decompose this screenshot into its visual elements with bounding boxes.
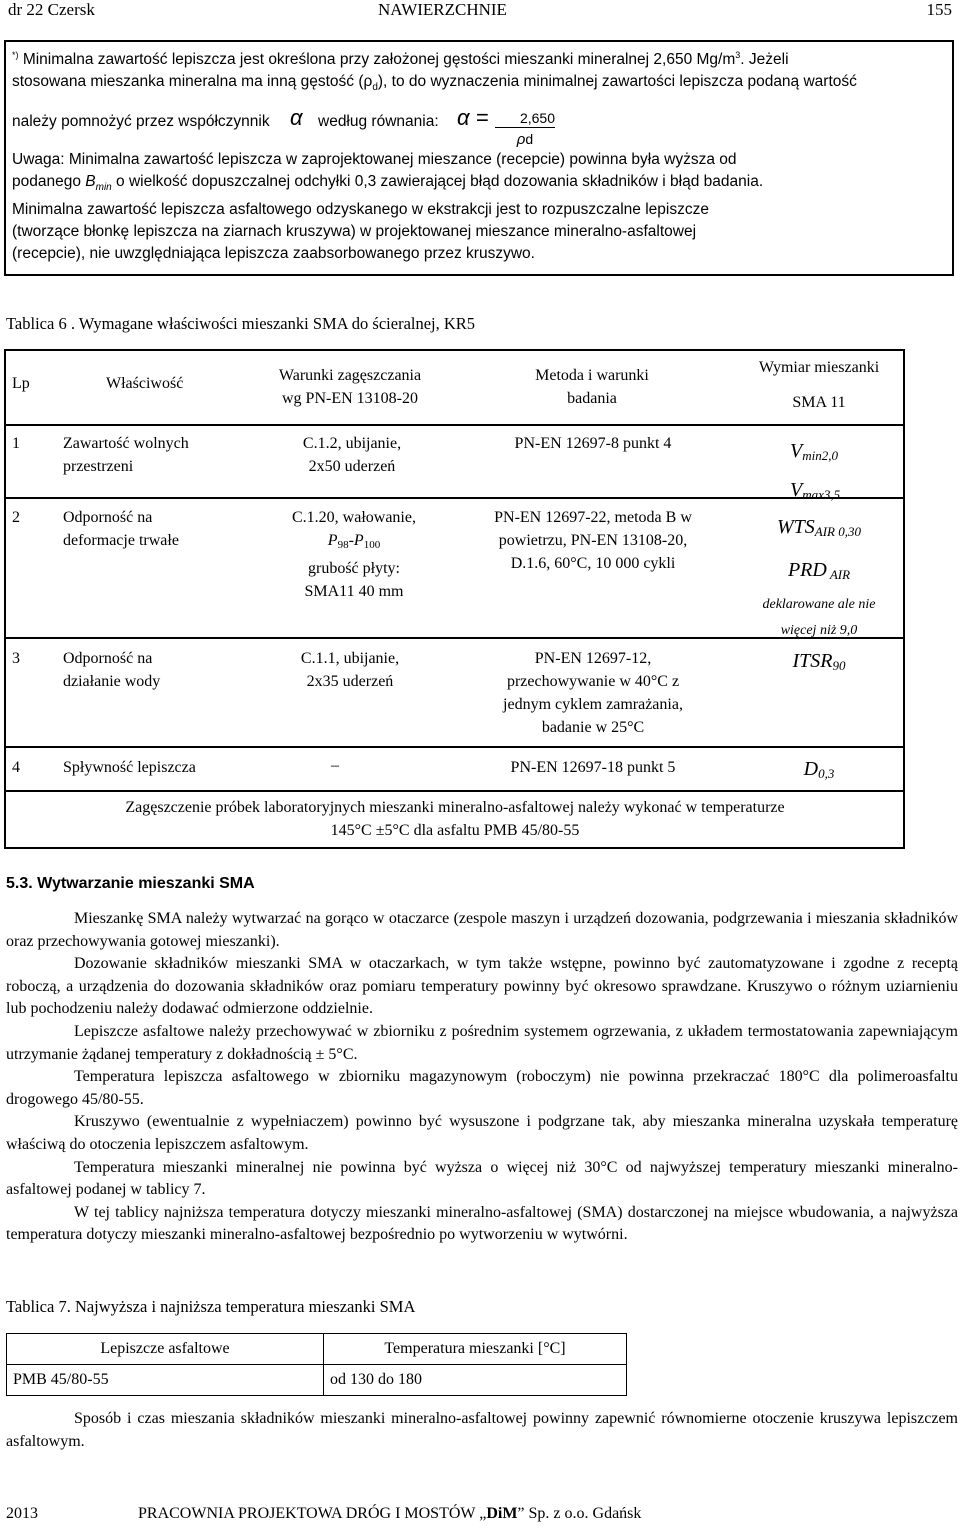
row4-method: PN-EN 12697-18 punkt 5	[510, 759, 676, 776]
paragraph: Lepiszcze asfaltowe należy przechowywać w zbiorniku z pośrednim systemem ogrzewania, z układem termostatowania zapewniającym utrzymanie żądanej temperatury z dokładnością ± 5°C.	[6, 1022, 958, 1063]
note-line-1: *) Minimalna zawartość lepiszcza jest określona przy założonej gęstości mieszanki mineralnej 2,650 $Mg/m^3$. Jeżeli	[12, 50, 789, 69]
closing-text	[6, 1408, 958, 1453]
uwaga-line-2: podanego $B_{min}$ o wielkość dopuszczalnej odchyłki 0,3 zawierającej błąd dozowania składników i błąd badania.	[12, 173, 764, 194]
section-title: 5.3. Wytwarzanie mieszanki SMA	[6, 875, 255, 892]
formula-line: należy pomnożyć przez współczynnik α według równania: α = $\frac{2,650}{\rho d}$	[12, 105, 555, 149]
paragraph: Temperatura lepiszcza asfaltowego w zbiorniku magazynowym (roboczym) nie powinna przekraczać 180°C dla polimeroasfaltu drogowego 45/80-55.	[6, 1068, 958, 1108]
row4-conditions: –	[331, 757, 339, 774]
row4-property: Spływność lepiszcza	[63, 759, 196, 776]
th-conditions: Warunki zagęszczania wg PN-EN 13108-20	[278, 367, 422, 407]
th-method: Metoda i warunki badania	[535, 367, 649, 407]
min-line-1: Minimalna zawartość lepiszcza asfaltowego odzyskanego w ekstrakcji jest to rozpuszczalne lepiszcze	[12, 201, 709, 219]
table6-rule	[4, 424, 905, 426]
table7-header-cell: Lepiszcze asfaltowe	[7, 1334, 324, 1365]
row3-property: Odporność na działanie wody	[63, 650, 161, 690]
table7-title: Tablica 7. Najwyższa i najniższa temperatura mieszanki SMA	[6, 1297, 416, 1316]
row4-lp: 4	[12, 759, 20, 776]
row1-method: PN-EN 12697-8 punkt 4	[514, 435, 672, 452]
section-body	[6, 908, 958, 1247]
table6-rule	[4, 746, 905, 748]
row3-conditions: C.1.1, ubijanie, 2x35 uderzeń	[300, 650, 400, 690]
note-line-2: stosowana mieszanka mineralna ma inną gęstość $(\rho_d)$, to do wyznaczenia minimalnej zawartości lepiszcza podaną wartość	[12, 73, 857, 94]
page-number: 155	[926, 0, 952, 19]
note-marker: *)	[12, 50, 19, 60]
paragraph: Sposób i czas mieszania składników mieszanki mineralno-asfaltowej powinny zapewnić równomierne otoczenie kruszywa lepiszczem asfaltowym.	[6, 1410, 958, 1450]
row1-lp: 1	[12, 435, 20, 452]
th-dimension: Wymiar mieszanki SMA 11	[758, 359, 880, 411]
paragraph: Kruszywo (ewentualnie z wypełniaczem) powinno być wysuszone i podgrzane tak, aby mieszanka mineralna uzyskała temperaturę właściwą do otoczenia lepiszczem asfaltowym.	[6, 1113, 958, 1153]
header-center: NAWIERZCHNIE	[378, 0, 507, 19]
row1-property: Zawartość wolnych przestrzeni	[63, 435, 189, 475]
row2-lp: 2	[12, 509, 20, 526]
uwaga-line-1: Uwaga: Minimalna zawartość lepiszcza w zaprojektowanej mieszance (recepcie) powinna była wyższa od	[12, 151, 737, 169]
min-line-2: (tworzące błonkę lepiszcza na ziarnach kruszywa) w projektowanej mieszance mineralno-asfaltowej	[12, 223, 697, 241]
th-property: Właściwość	[106, 375, 184, 392]
row2-requirement: $WTS_{AIR 0,30}$ PRD $_{AIR}$ deklarowane ale nie więcej niż 9,0	[762, 516, 876, 638]
table6-rule	[4, 790, 905, 792]
th-lp: Lp	[12, 375, 30, 392]
table7-header-cell: Temperatura mieszanki [°C]	[324, 1334, 627, 1365]
row4-requirement: $D_{0,3}$	[803, 758, 835, 781]
paragraph: Mieszankę SMA należy wytwarzać na gorąco w otaczarce (zespole maszyn i urządzeń dozowania, podgrzewania i mieszania składników oraz przechowywania gotowej mieszanki).	[6, 910, 958, 950]
row1-conditions: C.1.2, ubijanie, 2x50 uderzeń	[302, 435, 402, 475]
table6-rule	[4, 497, 905, 499]
page-header	[8, 0, 952, 24]
alpha-symbol: α	[290, 105, 303, 131]
table6-footer: Zagęszczenie próbek laboratoryjnych mieszanki mineralno-asfaltowej należy wykonać w temperaturze 145°C ±5°C dla asfaltu PMB 45/80-55	[125, 799, 785, 839]
footer-year: 2013	[6, 1505, 38, 1522]
footer-org: PRACOWNIA PROJEKTOWA DRÓG I MOSTÓW „DiM” Sp. z o.o. Gdańsk	[138, 1505, 642, 1522]
row1-requirement: $V_{min2,0}$ $V_{max3,5}$	[790, 440, 841, 502]
table7	[6, 1333, 627, 1396]
paragraph: Temperatura mieszanki mineralnej nie powinna być wyższa o więcej niż 30°C od najwyższej temperatury mieszanki mineralno-asfaltowej podanej w tablicy 7.	[6, 1158, 958, 1199]
paragraph: W tej tablicy najniższa temperatura dotyczy mieszanki mineralno-asfaltowej (SMA) dostarczonej na miejsce wbudowania, a najwyższa temperatura dotyczy mieszanki mineralno-asfaltowej bezpośrednio po wytworzeniu w wytwórni.	[6, 1203, 958, 1244]
row2-conditions: C.1.20, wałowanie, $P_{98}-P_{100}$ grubość płyty: SMA11 40 mm	[292, 509, 416, 600]
fraction: $\frac{2,650}{\rho d}$	[495, 107, 555, 150]
paragraph: Dozowanie składników mieszanki SMA w otaczarkach, w tym także wstępne, powinno być zautomatyzowane i zgodne z receptą roboczą, a urządzenia do dozowania składników oraz pomiaru temperatury powinny być okresowo sprawdzane. Kruszywo o różnym uziarnieniu lub pochodzeniu należy dodawać odmierzone oddzielnie.	[6, 955, 958, 1018]
min-line-3: (recepcie), nie uwzględniająca lepiszcza zaabsorbowanego przez kruszywo.	[12, 245, 535, 263]
row3-method: PN-EN 12697-12, przechowywanie w 40°C z jednym cyklem zamrażania, badanie w 25°C	[503, 650, 683, 736]
row3-requirement: $ITSR_{90}$	[792, 650, 846, 673]
table-row	[7, 1334, 627, 1365]
page-footer	[6, 1505, 958, 1523]
table7-cell: PMB 45/80-55	[7, 1365, 324, 1396]
table6-title: Tablica 6 . Wymagane właściwości mieszanki SMA do ścieralnej, KR5	[6, 314, 476, 333]
row3-lp: 3	[12, 650, 20, 667]
table7-cell: od 130 do 180	[324, 1365, 627, 1396]
table-row	[7, 1365, 627, 1396]
note-box	[4, 40, 954, 276]
alpha-equation: α =	[457, 105, 489, 131]
row2-method: PN-EN 12697-22, metoda B w powietrzu, PN-EN 13108-20, D.1.6, 60°C, 10 000 cykli	[494, 509, 692, 572]
row2-property: Odporność na deformacje trwałe	[63, 509, 179, 549]
header-left: dr 22 Czersk	[8, 0, 95, 19]
